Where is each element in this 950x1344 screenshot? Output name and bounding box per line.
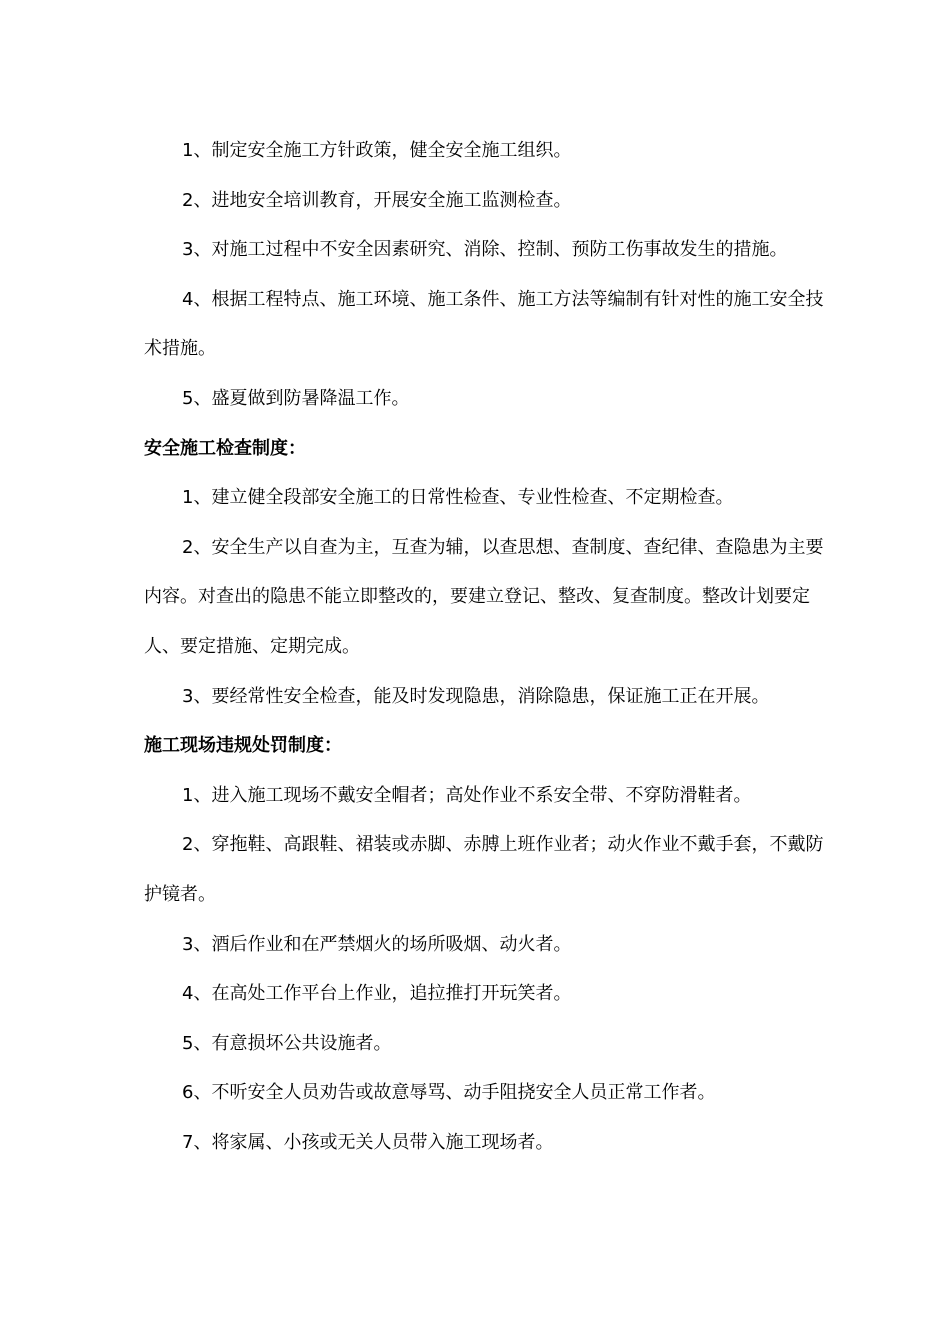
paragraph: 2、进地安全培训教育，开展安全施工监测检查。 xyxy=(182,189,572,211)
section-heading: 安全施工检查制度： xyxy=(144,437,306,459)
document-body xyxy=(144,126,824,1167)
section-heading: 施工现场违规处罚制度： xyxy=(144,735,342,757)
paragraph: 4、在高处工作平台上作业，追拉推打开玩笑者。 xyxy=(182,983,572,1005)
paragraph: 1、进入施工现场不戴安全帽者；高处作业不系安全带、不穿防滑鞋者。 xyxy=(182,784,752,806)
paragraph: 7、将家属、小孩或无关人员带入施工现场者。 xyxy=(182,1131,554,1153)
paragraph: 3、酒后作业和在严禁烟火的场所吸烟、动火者。 xyxy=(182,933,572,955)
paragraph: 3、对施工过程中不安全因素研究、消除、控制、预防工伤事故发生的措施。 xyxy=(182,239,788,261)
paragraph: 5、盛夏做到防暑降温工作。 xyxy=(182,387,410,409)
paragraph: 5、有意损坏公共设施者。 xyxy=(182,1032,392,1054)
paragraph: 2、安全生产以自查为主，互查为辅，以查思想、查制度、查纪律、查隐患为主要内容。对查出的隐患不能立即整改的，要建立登记、整改、复查制度。整改计划要定人、要定措施、定期完成。 xyxy=(144,536,824,657)
paragraph: 6、不听安全人员劝告或故意辱骂、动手阻挠安全人员正常工作者。 xyxy=(182,1082,716,1104)
paragraph: 3、要经常性安全检查，能及时发现隐患，消除隐患，保证施工正在开展。 xyxy=(182,685,770,707)
paragraph: 2、穿拖鞋、高跟鞋、裙装或赤脚、赤膊上班作业者；动火作业不戴手套，不戴防护镜者。 xyxy=(144,834,824,905)
paragraph: 1、建立健全段部安全施工的日常性检查、专业性检查、不定期检查。 xyxy=(182,487,734,509)
paragraph: 4、根据工程特点、施工环境、施工条件、施工方法等编制有针对性的施工安全技术措施。 xyxy=(144,288,824,360)
paragraph: 1、制定安全施工方针政策，健全安全施工组织。 xyxy=(182,140,572,161)
